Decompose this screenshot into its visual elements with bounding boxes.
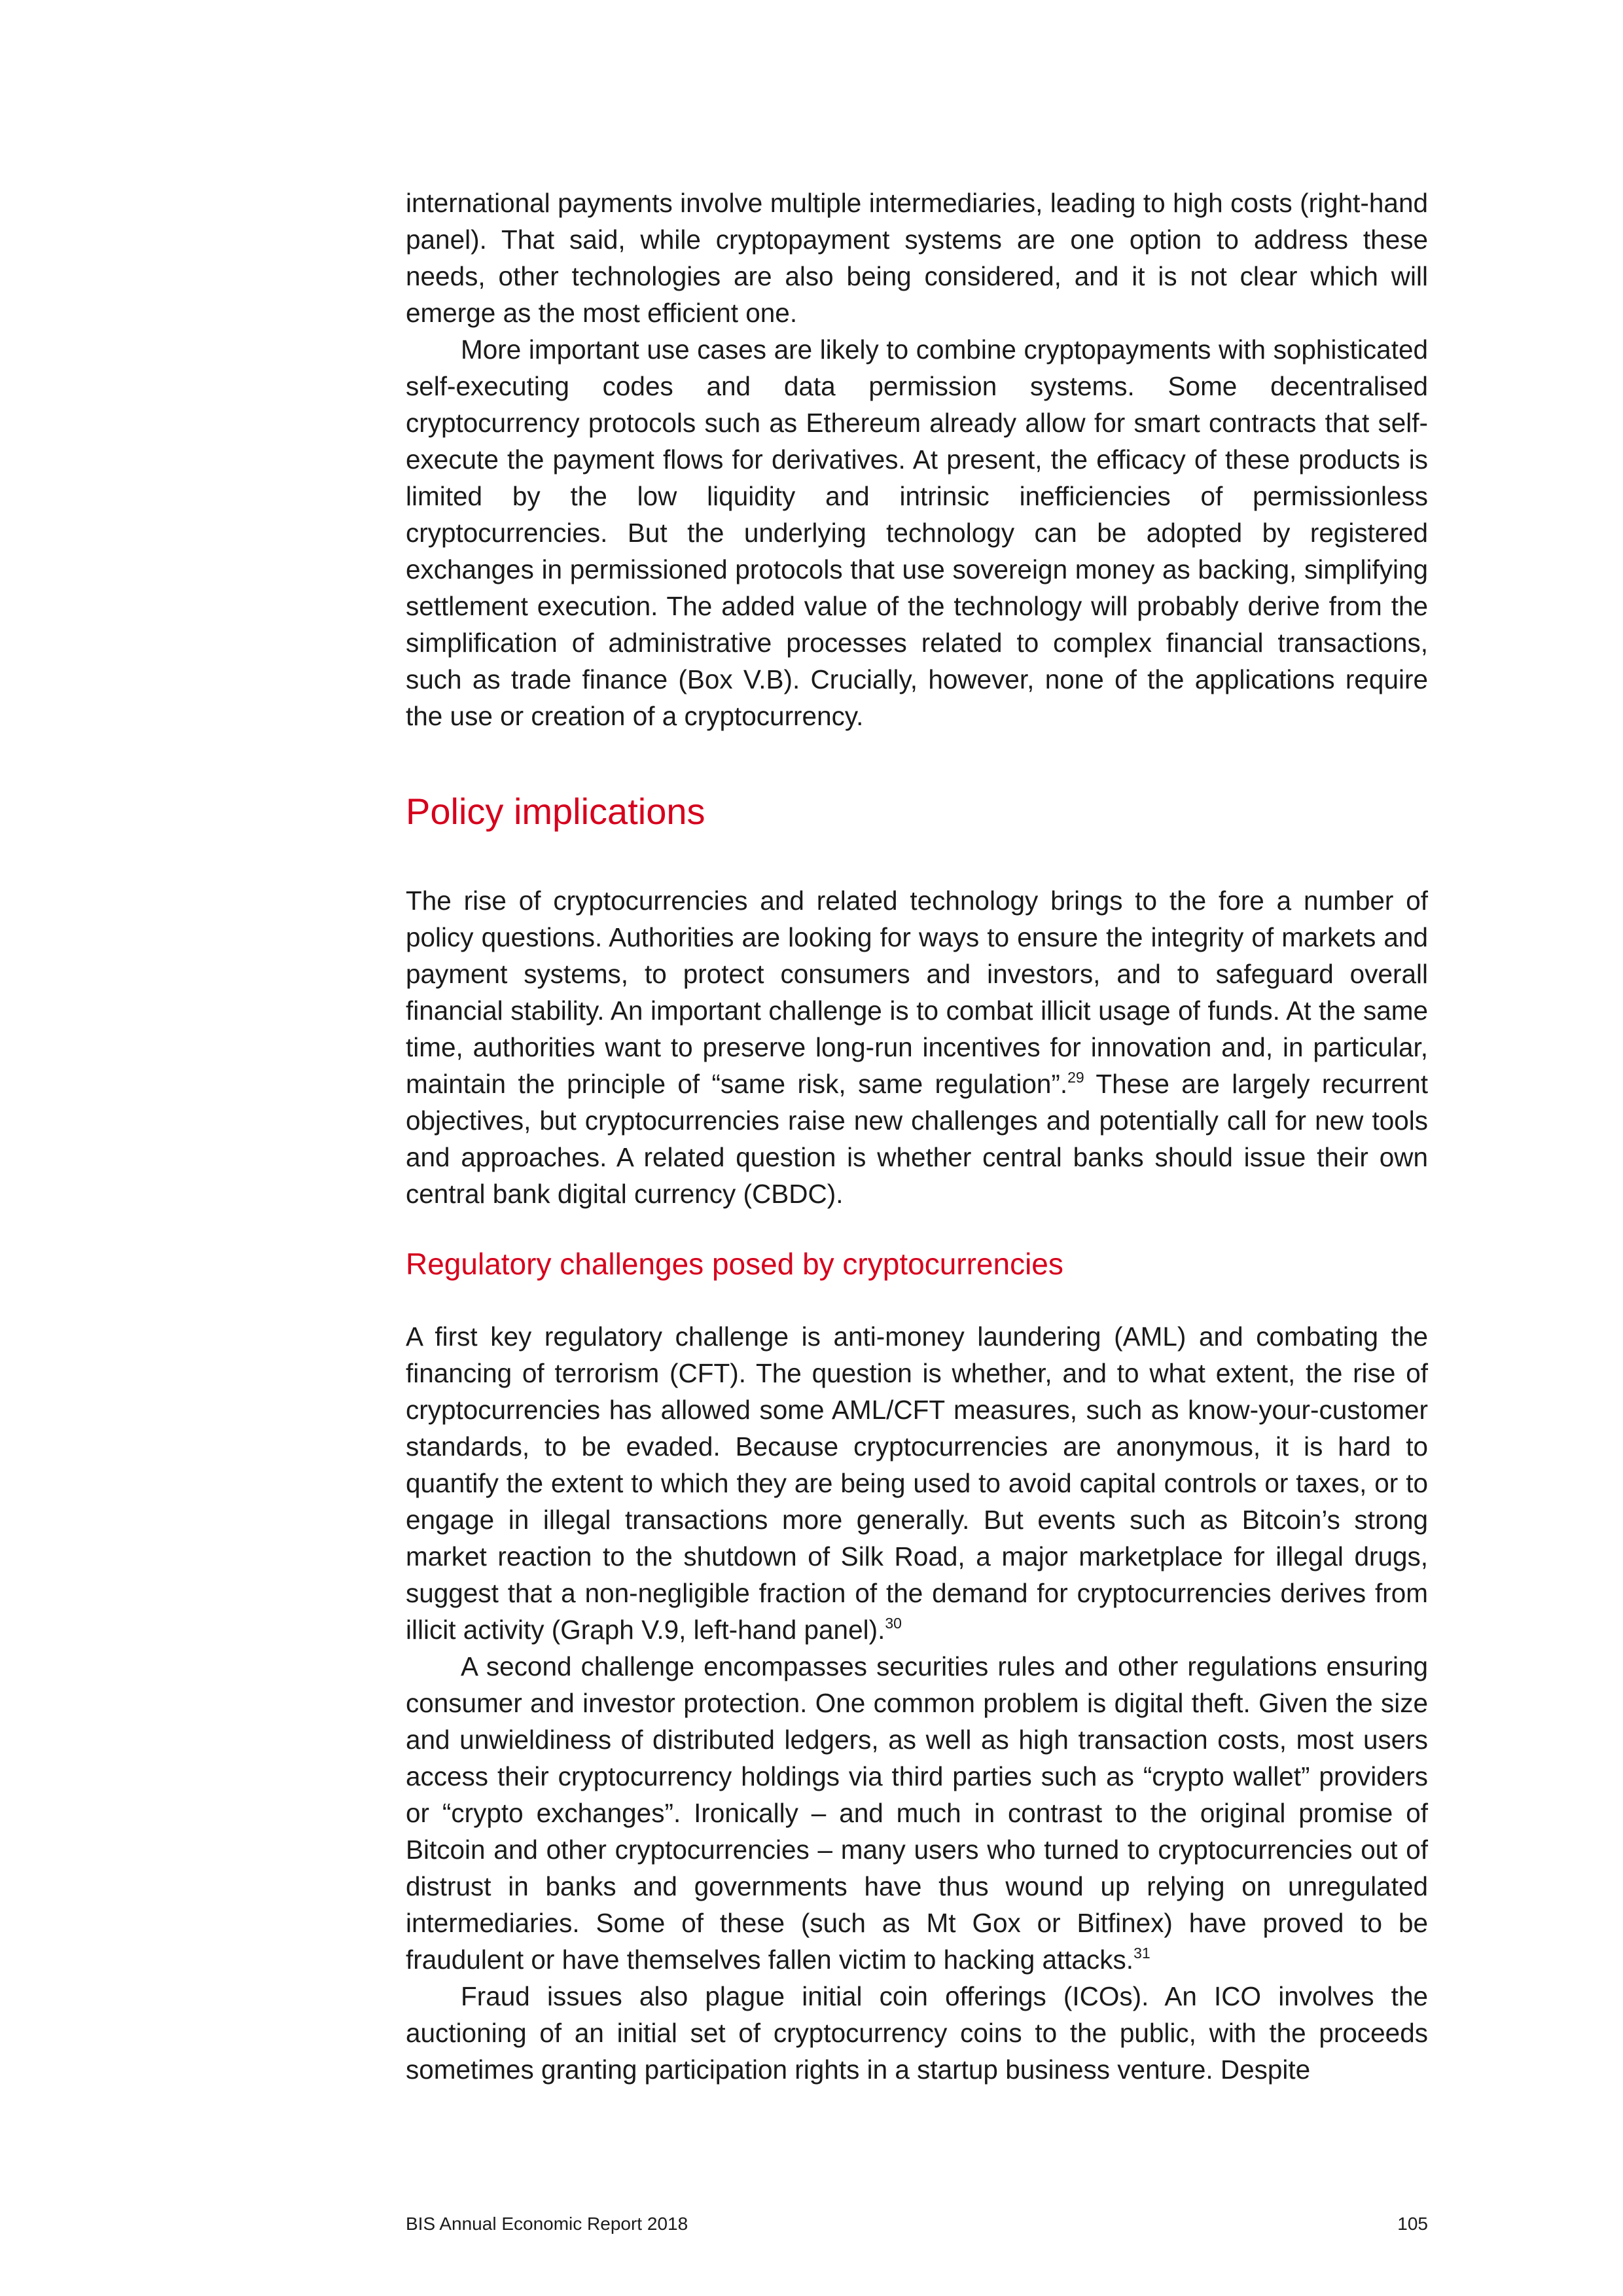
footnote-ref-29[interactable]: 29 bbox=[1067, 1068, 1084, 1086]
paragraph-policy-1-text-a: The rise of cryptocurrencies and related technology brings to the fore a number of policy questions. Authorities are looking for ways to ensure the integrity of markets and payment systems, to protect consumers and investors, and to safeguard overall financial stability. An important challenge is to combat illicit usage of funds. At the same time, authorities want to preserve long-run incentives for innovation and, in particular, maintain the principle of “same risk, same regulation”. bbox=[406, 886, 1428, 1099]
section-heading-policy-implications: Policy implications bbox=[406, 791, 705, 832]
paragraph-intro-1: international payments involve multiple intermediaries, leading to high costs (right-hand panel). That said, while cryptopayment systems are one option to address these needs, other technologies are also being considered, and it is not clear which will emerge as the most efficient one. bbox=[406, 188, 1428, 328]
paragraph-intro-2: More important use cases are likely to combine cryptopayments with sophisticated self-executing codes and data permission systems. Some decentralised cryptocurrency protocols such as Ethereum already allow for smart contracts that self-execute the payment flows for derivatives. At present, the efficacy of these products is limited by the low liquidity and intrinsic inefficiencies of permissionless cryptocurrencies. But the underlying technology can be adopted by registered exchanges in permissioned protocols that use sovereign money as backing, simplifying settlement execution. The added value of the technology will probably derive from the simplification of administrative processes related to complex financial transactions, such as trade finance (Box V.B). Crucially, however, none of the applications require the use or creation of a cryptocurrency. bbox=[406, 334, 1428, 731]
footnote-ref-31[interactable]: 31 bbox=[1133, 1944, 1150, 1962]
page-footer bbox=[406, 2211, 1428, 2237]
paragraph-regulatory-1 bbox=[406, 1318, 1428, 1648]
paragraph-regulatory-2-text: A second challenge encompasses securities rules and other regulations ensuring consumer and investor protection. One common problem is digital theft. Given the size and unwieldiness of distributed ledgers, as well as high transaction costs, most users access their cryptocurrency holdings via third parties such as “crypto wallet” providers or “crypto exchanges”. Ironically – and much in contrast to the original promise of Bitcoin and other cryptocurrencies – many users who turned to cryptocurrencies out of distrust in banks and governments have thus wound up relying on unregulated intermediaries. Some of these (such as Mt Gox or Bitfinex) have proved to be fraudulent or have themselves fallen victim to hacking attacks. bbox=[406, 1651, 1428, 1975]
paragraph-regulatory-3: Fraud issues also plague initial coin offerings (ICOs). An ICO involves the auctioning of an initial set of cryptocurrency coins to the public, with the proceeds sometimes granting participation rights in a startup business venture. Despite bbox=[406, 1981, 1428, 2085]
footer-publication-title: BIS Annual Economic Report 2018 bbox=[406, 2214, 688, 2234]
paragraph-regulatory-1-text: A first key regulatory challenge is anti-money laundering (AML) and combating the financing of terrorism (CFT). The question is whether, and to what extent, the rise of cryptocurrencies has allowed some AML/CFT measures, such as know-your-customer standards, to be evaded. Because cryptocurrencies are anonymous, it is hard to quantify the extent to which they are being used to avoid capital controls or taxes, or to engage in illegal transactions more generally. But events such as Bitcoin’s strong market reaction to the shutdown of Silk Road, a major marketplace for illegal drugs, suggest that a non-negligible fraction of the demand for cryptocurrencies derives from illicit activity (Graph V.9, left-hand panel). bbox=[406, 1321, 1428, 1645]
footer-page-number: 105 bbox=[1397, 2214, 1428, 2234]
paragraph-regulatory-2 bbox=[406, 1648, 1428, 1978]
footnote-ref-30[interactable]: 30 bbox=[885, 1614, 902, 1632]
paragraph-policy-1 bbox=[406, 882, 1428, 1212]
page-body bbox=[406, 185, 1428, 2088]
subsection-heading-regulatory-challenges: Regulatory challenges posed by cryptocurrencies bbox=[406, 1247, 1063, 1281]
paragraph-policy-1-text-b: These are largely recurrent objectives, but cryptocurrencies raise new challenges and potentially call for new tools and approaches. A related question is whether central banks should issue their own central bank digital currency (CBDC). bbox=[406, 1069, 1428, 1209]
